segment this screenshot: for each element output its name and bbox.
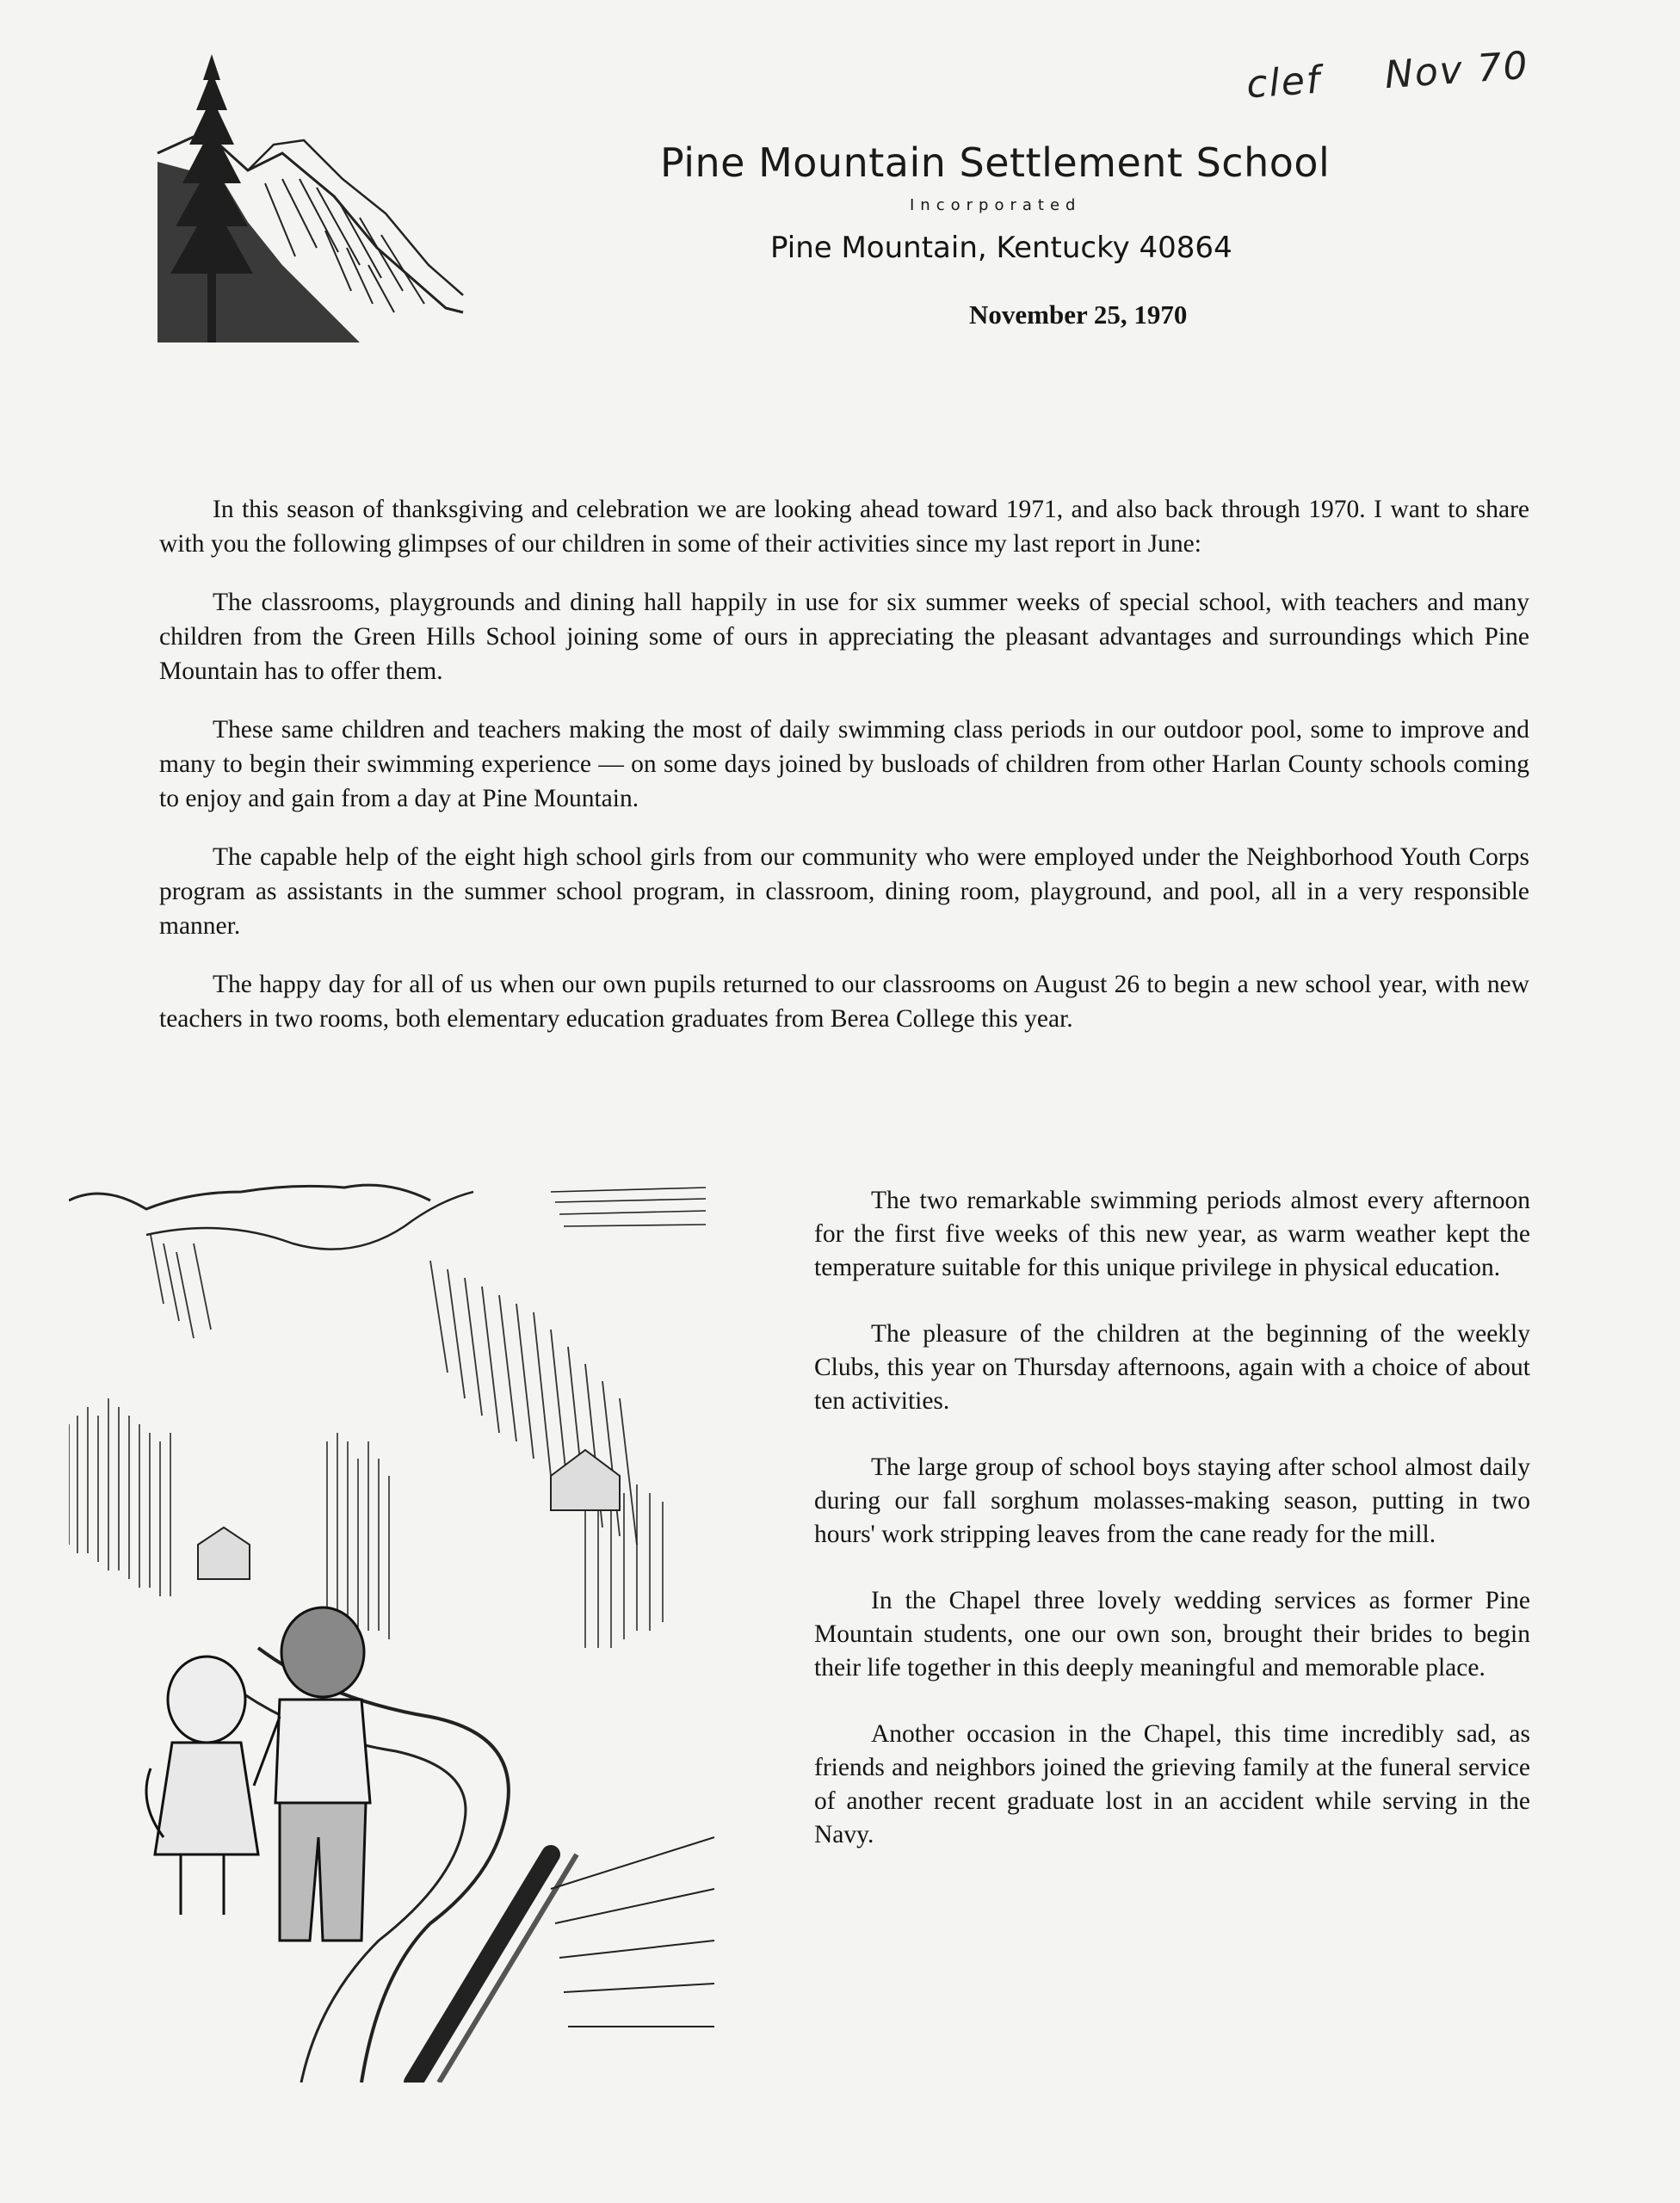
column-paragraph: The two remarkable swimming periods almost every afternoon for the first five weeks of this new year, as warm weather kept the temperature suitable for this unique privilege in physical education.	[814, 1187, 1530, 1281]
school-address: Pine Mountain, Kentucky 40864	[770, 231, 1232, 265]
body-paragraph: The happy day for all of us when our own pupils returned to our classrooms on August 26 to begin a new school year, with new teachers in two rooms, both elementary education graduates from Berea College this year.	[159, 971, 1529, 1033]
right-column	[814, 1184, 1530, 1885]
letter-date: November 25, 1970	[969, 299, 1188, 330]
school-name: Pine Mountain Settlement School	[660, 139, 1331, 186]
children-on-mountain-road-illustration	[69, 1183, 720, 2083]
letter-body	[159, 492, 1529, 1060]
body-paragraph: These same children and teachers making the most of daily swimming class periods in our outdoor pool, some to improve and many to begin their swimming experience — on some days joined by busloads of children from other Harlan County schools coming to enjoy and gain from a day at Pine Mountain.	[159, 716, 1529, 812]
column-paragraph: The large group of school boys staying after school almost daily during our fall sorghum molasses-making season, putting in two hours' work stripping leaves from the cane ready for the mill.	[814, 1453, 1530, 1548]
body-paragraph: The classrooms, playgrounds and dining hall happily in use for six summer weeks of special school, with teachers and many children from the Green Hills School joining some of ours in appreciating the pleasant advantages and surroundings which Pine Mountain has to offer them.	[159, 589, 1529, 685]
annotation-mark: clef	[1245, 58, 1324, 108]
pine-tree-mountain-logo	[153, 50, 480, 351]
annotation-date: Nov 70	[1383, 43, 1531, 98]
column-paragraph: In the Chapel three lovely wedding services as former Pine Mountain students, one our own son, brought their brides to begin their life together in this deeply meaningful and memorable place.	[814, 1587, 1530, 1682]
incorporated-label: Incorporated	[910, 196, 1082, 214]
body-paragraph: The capable help of the eight high school girls from our community who were employed under the Neighborhood Youth Corps program as assistants in the summer school program, in classroom, dining room, playground, and pool, all in a very responsible manner.	[159, 843, 1529, 940]
handwritten-annotation	[1245, 44, 1531, 108]
body-paragraph: In this season of thanksgiving and celebration we are looking ahead toward 1971, and also back through 1970. I want to share with you the following glimpses of our children in some of their activities since my last report in June:	[159, 496, 1529, 558]
column-paragraph: The pleasure of the children at the beginning of the weekly Clubs, this year on Thursday afternoons, again with a choice of about ten activities.	[814, 1320, 1530, 1415]
column-paragraph: Another occasion in the Chapel, this time incredibly sad, as friends and neighbors joined the grieving family at the funeral service of another recent graduate lost in an accident while serving in the Navy.	[814, 1720, 1530, 1848]
